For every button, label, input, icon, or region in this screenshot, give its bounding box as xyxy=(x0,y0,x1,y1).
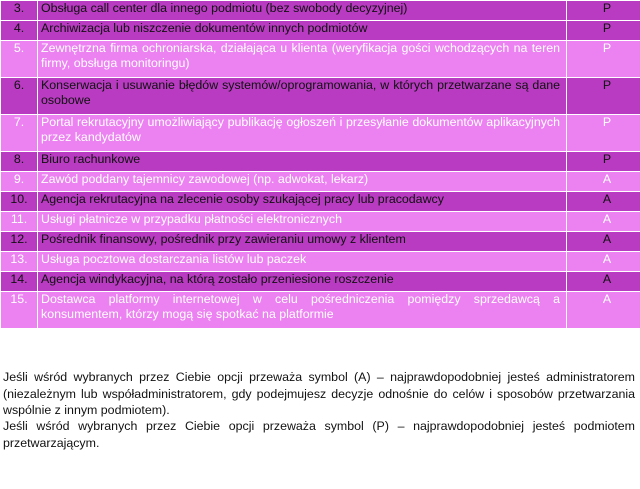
row-description: Usługi płatnicze w przypadku płatności elektronicznych xyxy=(38,212,567,232)
row-symbol: A xyxy=(567,172,640,192)
row-number: 5. xyxy=(1,41,38,78)
row-number: 10. xyxy=(1,192,38,212)
row-number: 6. xyxy=(1,78,38,115)
table-body xyxy=(1,1,640,329)
row-symbol: A xyxy=(567,232,640,252)
row-symbol: A xyxy=(567,212,640,232)
table-row xyxy=(1,41,640,78)
table-row xyxy=(1,252,640,272)
row-description: Zewnętrzna firma ochroniarska, działająca u klienta (weryfikacja gości wchodzących na teren firmy, obsługa monitoringu) xyxy=(38,41,567,78)
row-symbol: P xyxy=(567,1,640,21)
table-row xyxy=(1,232,640,252)
row-description: Agencja windykacyjna, na którą zostało przeniesione roszczenie xyxy=(38,272,567,292)
row-number: 3. xyxy=(1,1,38,21)
table-row xyxy=(1,1,640,21)
row-symbol: A xyxy=(567,192,640,212)
row-number: 13. xyxy=(1,252,38,272)
processor-conclusion: Jeśli wśród wybranych przez Ciebie opcji przeważa symbol (P) – najprawdopodobniej jesteś podmiotem przetwarzającym. xyxy=(3,419,635,450)
row-symbol: A xyxy=(567,292,640,329)
row-number: 9. xyxy=(1,172,38,192)
table-row xyxy=(1,78,640,115)
row-number: 12. xyxy=(1,232,38,252)
row-description: Portal rekrutacyjny umożliwiający publikację ogłoszeń i przesyłanie dokumentów aplikacyjnych przez kandydatów xyxy=(38,115,567,152)
row-description: Konserwacja i usuwanie błędów systemów/oprogramowania, w których przetwarzane są dane osobowe xyxy=(38,78,567,115)
row-description: Pośrednik finansowy, pośrednik przy zawieraniu umowy z klientem xyxy=(38,232,567,252)
row-symbol: A xyxy=(567,272,640,292)
table-row xyxy=(1,192,640,212)
row-description: Dostawca platformy internetowej w celu pośredniczenia pomiędzy sprzedawcą a konsumentem, którzy mogą się spotkać na platformie xyxy=(38,292,567,329)
row-description: Zawód poddany tajemnicy zawodowej (np. adwokat, lekarz) xyxy=(38,172,567,192)
row-number: 8. xyxy=(1,152,38,172)
row-number: 11. xyxy=(1,212,38,232)
row-symbol: P xyxy=(567,152,640,172)
row-description: Agencja rekrutacyjna na zlecenie osoby szukającej pracy lub pracodawcy xyxy=(38,192,567,212)
row-description: Obsługa call center dla innego podmiotu (bez swobody decyzyjnej) xyxy=(38,1,567,21)
row-number: 15. xyxy=(1,292,38,329)
row-symbol: P xyxy=(567,115,640,152)
row-description: Archiwizacja lub niszczenie dokumentów innych podmiotów xyxy=(38,21,567,41)
row-symbol: A xyxy=(567,252,640,272)
table-row xyxy=(1,152,640,172)
table-row xyxy=(1,115,640,152)
table-row xyxy=(1,212,640,232)
row-description: Usługa pocztowa dostarczania listów lub paczek xyxy=(38,252,567,272)
table-row xyxy=(1,172,640,192)
administrator-conclusion: Jeśli wśród wybranych przez Ciebie opcji przeważa symbol (A) – najprawdopodobniej jesteś administratorem (niezależnym lub współadministratorem, gdy podejmujesz decyzje odnośnie do celów i sposobów przetwarzania wspólnie z innym podmiotem). xyxy=(3,370,635,417)
row-description: Biuro rachunkowe xyxy=(38,152,567,172)
row-symbol: P xyxy=(567,21,640,41)
row-symbol: P xyxy=(567,78,640,115)
row-number: 14. xyxy=(1,272,38,292)
table-row xyxy=(1,272,640,292)
row-number: 7. xyxy=(1,115,38,152)
row-symbol: P xyxy=(567,41,640,78)
table-row xyxy=(1,21,640,41)
row-number: 4. xyxy=(1,21,38,41)
table-row xyxy=(1,292,640,329)
